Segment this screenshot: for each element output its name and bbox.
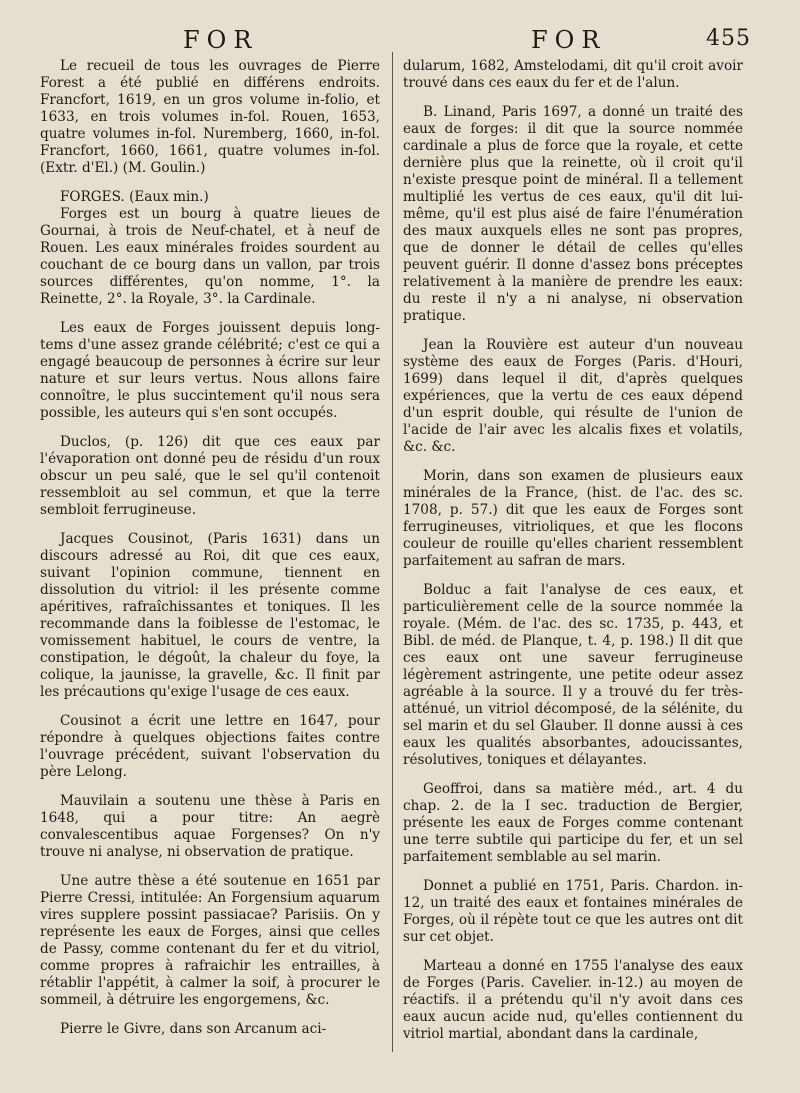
paragraph: Cousinot a écrit une lettre en 1647, pour répondre à quelques objections faites contre l'ouvrage précédent, suivant l'observation du père Lelong. xyxy=(40,713,380,780)
right-column xyxy=(403,58,743,1055)
column-divider xyxy=(392,52,393,1052)
running-header xyxy=(0,26,800,56)
paragraph: Jean la Rouvière est auteur d'un nouveau système des eaux de Forges (Paris. d'Houri, 1699) dans lequel il dit, d'après quelques expériences, que la vertu de ces eaux dépend d'un esprit double, qui résulte de l'union de l'acide de l'air avec les alcalis fixes et volatils, &c. &c. xyxy=(403,337,743,455)
paragraph: Jacques Cousinot, (Paris 1631) dans un discours adressé au Roi, dit que ces eaux, suivant l'opinion commune, tiennent en dissolution du vitriol: il les présente comme apéritives, rafraîchissantes et toniques. Il les recommande dans la foiblesse de l'estomac, le vomissement habituel, le cours de ventre, la constipation, le dégoût, la chaleur du foye, la colique, la jaunisse, la gravelle, &c. Il finit par les précautions qu'exige l'usage de ces eaux. xyxy=(40,531,380,700)
paragraph: B. Linand, Paris 1697, a donné un traité des eaux de forges: il dit que la source nommée cardinale a plus de force que la royale, et cette dernière plus que la reinette, où il croit qu'il n'existe presque point de minéral. Il a tellement multiplié les vertus de ces eaux, qu'il dit lui-même, qu'il est plus aisé de faire l'énumération des maux auxquels elles ne sont pas propres, que de donner le détail de celles qu'elles peuvent guérir. Il donne d'assez bons préceptes relativement à la manière de prendre les eaux: du reste il n'y a ni analyse, ni observation pratique. xyxy=(403,104,743,324)
paragraph: Geoffroi, dans sa matière méd., art. 4 du chap. 2. de la I sec. traduction de Bergier, présente les eaux de Forges comme contenant une terre subtile qui participe du fer, et un sel parfaitement semblable au sel marin. xyxy=(403,781,743,865)
page-number: 455 xyxy=(706,26,751,51)
paragraph: Marteau a donné en 1755 l'analyse des eaux de Forges (Paris. Cavelier. in-12.) au moyen de réactifs. il a prétendu qu'il n'y avoit dans ces eaux aucun acide nud, qu'elles contiennent du vitriol martial, abondant dans la cardinale, xyxy=(403,958,743,1042)
paragraph: Pierre le Givre, dans son Arcanum aci- xyxy=(60,1021,327,1037)
paragraph: Morin, dans son examen de plusieurs eaux minérales de la France, (hist. de l'ac. des sc. 1708, p. 57.) dit que les eaux de Forges sont ferrugineuses, vitrioliques, et que les flocons couleur de rouille qu'elles charient ressemblent parfaitement au safran de mars. xyxy=(403,468,743,569)
header-right: FOR xyxy=(531,26,607,54)
entry-heading: FORGES. (Eaux min.) xyxy=(60,189,209,205)
paragraph: Bolduc a fait l'analyse de ces eaux, et particulièrement celle de la source nommée la royale. (Mém. de l'ac. des sc. 1735, p. 443, et Bibl. de méd. de Planque, t. 4, p. 198.) Il dit que ces eaux ont une saveur ferrugineuse légèrement astringente, une petite odeur assez agréable à la source. Il y a trouvé du fer très-atténué, un vitriol décomposé, de la sélénite, du sel marin et du sel Glauber. Il donne aussi à ces eaux les qualités absorbantes, adoucissantes, résolutives, toniques et délayantes. xyxy=(403,582,743,768)
paragraph: Mauvilain a soutenu une thèse à Paris en 1648, qui a pour titre: An aegrè convalescentibus aquae Forgenses? On n'y trouve ni analyse, ni observation de pratique. xyxy=(40,793,380,860)
paragraph: Le recueil de tous les ouvrages de Pierre Forest a été publié en différens endroits. Francfort, 1619, en un gros volume in-folio, et 1633, en trois volumes in-fol. Rouen, 1653, quatre volumes in-fol. Nuremberg, 1660, in-fol. Francfort, 1660, 1661, quatre volumes in-fol. (Extr. d'El.) (M. Goulin.) xyxy=(40,58,380,176)
paragraph: Forges est un bourg à quatre lieues de Gournai, à trois de Neuf-chatel, et à neuf de Rouen. Les eaux minérales froides sourdent au couchant de ce bourg dans un vallon, par trois sources différentes, qu'on nomme, 1°. la Reinette, 2°. la Royale, 3°. la Cardinale. xyxy=(40,206,380,307)
paragraph: Duclos, (p. 126) dit que ces eaux par l'évaporation ont donné peu de résidu d'un roux obscur un peu salé, que le sel qu'il contenoit ressembloit au sel commun, et que la terre sembloit ferrugineuse. xyxy=(40,434,380,518)
paragraph: Les eaux de Forges jouissent depuis long-tems d'une assez grande célébrité; c'est ce qui a engagé beaucoup de personnes à écrire sur leur nature et sur leurs vertus. Nous allons faire connoître, le plus succintement qu'il nous sera possible, les auteurs qui s'en sont occupés. xyxy=(40,320,380,421)
paragraph: dularum, 1682, Amstelodami, dit qu'il croit avoir trouvé dans ces eaux du fer et de l'alun. xyxy=(403,58,743,91)
paragraph: Une autre thèse a été soutenue en 1651 par Pierre Cressi, intitulée: An Forgensium aquarum vires supplere possint passiacae? Parisiis. On y représente les eaux de Forges, ainsi que celles de Passy, comme contenant du fer et du vitriol, comme propres à rafraichir les entrailles, à rétablir l'appétit, à calmer la soif, à procurer le sommeil, à détruire les engorgemens, &c. xyxy=(40,873,380,1008)
left-column xyxy=(40,58,380,1050)
header-left: FOR xyxy=(183,26,259,54)
paragraph: Donnet a publié en 1751, Paris. Chardon. in-12, un traité des eaux et fontaines minérales de Forges, où il répète tout ce que les autres ont dit sur cet objet. xyxy=(403,878,743,945)
